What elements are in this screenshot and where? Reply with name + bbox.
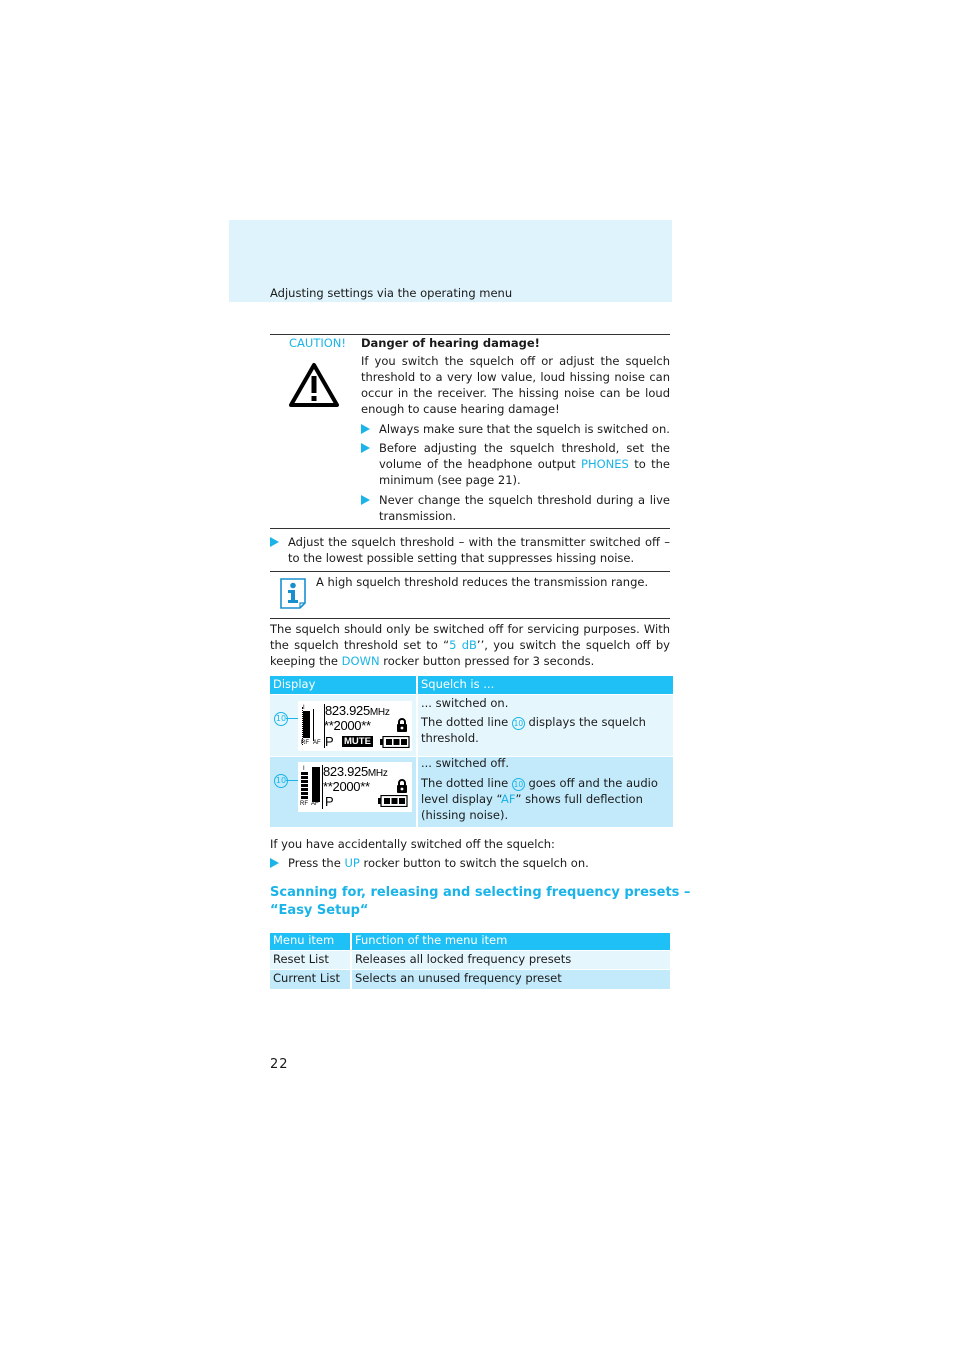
menu-item-cell: Reset List [273, 952, 329, 966]
meter-scale-mark: I [303, 766, 305, 772]
section-heading: Scanning for, releasing and selecting frequency presets – “Easy Setup“ [270, 885, 691, 918]
callout-marker: 10 [513, 719, 524, 728]
caution-body: If you switch the squelch off or adjust the squelch threshold to a very low value, loud hissing noise can occur in the receiver. The hissing noise can be loud enough to cause hearing damage! [361, 354, 670, 416]
accidental-step [270, 855, 670, 871]
arrow-bullet-icon [361, 495, 370, 505]
af-label: AF [311, 801, 319, 807]
arrow-bullet-icon [361, 424, 370, 434]
squelch-status-off: ... switched off. [421, 756, 509, 770]
bullet-text: Before adjusting the squelch threshold, set the volume of the headphone output PHONES to the minimum (see page 21). [379, 441, 670, 487]
page-number: 22 [270, 1057, 289, 1072]
col-header-function: Function of the menu item [352, 933, 670, 950]
lock-icon [396, 718, 408, 732]
arrow-bullet-icon [361, 443, 370, 453]
info-top-rule [270, 571, 670, 572]
rf-label: RF [301, 740, 309, 746]
rf-level-bar [301, 772, 308, 799]
lcd-preset: P [325, 794, 334, 809]
lcd-display-squelch-off [298, 762, 412, 812]
af-level-bar-full [312, 767, 320, 802]
warning-icon [288, 362, 340, 408]
lock-icon [396, 779, 408, 793]
callout-marker: 10 [274, 774, 288, 788]
arrow-bullet-icon [270, 537, 279, 547]
battery-icon [380, 736, 410, 748]
col-header-menu-item: Menu item [270, 933, 350, 950]
menu-function-cell: Selects an unused frequency preset [355, 971, 562, 985]
info-note-text: A high squelch threshold reduces the transmission range. [316, 575, 649, 589]
callout-marker: 10 [513, 780, 524, 789]
battery-icon [378, 795, 408, 807]
caution-bottom-rule [270, 528, 670, 529]
af-meter-frame [313, 709, 314, 741]
squelch-status-on: ... switched on. [421, 696, 509, 710]
squelch-desc-on: The dotted line 10 displays the squelch threshold. [421, 715, 646, 745]
col-header-squelch: Squelch is ... [418, 676, 673, 694]
af-label: AF [313, 740, 321, 746]
squelch-paragraph: The squelch should only be switched off for servicing purposes. With the squelch threshold set to “5 dB’’, you switch the squelch off by keeping the DOWN rocker button pressed for 3 seconds. [270, 622, 670, 668]
caution-bullet-1 [361, 421, 670, 437]
caution-bullet-2 [361, 440, 670, 488]
lcd-frequency: 823.925MHz [323, 764, 388, 779]
callout-marker: 10 [274, 712, 288, 726]
info-bottom-rule [270, 618, 670, 619]
lcd-name: **2000** [324, 718, 371, 733]
arrow-bullet-icon [270, 858, 279, 868]
rf-level-bar [303, 711, 310, 738]
instruction-text: Adjust the squelch threshold – with the transmitter switched off – to the lowest possible setting that suppresses hissing noise. [288, 535, 670, 565]
accidental-intro: If you have accidentally switched off the squelch: [270, 837, 555, 851]
bullet-text: Always make sure that the squelch is switched on. [379, 422, 670, 436]
bullet-text: Never change the squelch threshold during a live transmission. [379, 493, 670, 523]
section-title: Adjusting settings via the operating menu [270, 286, 513, 300]
col-header-display: Display [270, 676, 416, 694]
lcd-name: **2000** [323, 779, 370, 794]
lcd-preset: P [325, 734, 334, 749]
info-icon [279, 577, 307, 610]
menu-item-cell: Current List [273, 971, 340, 985]
caution-bullet-3 [361, 492, 670, 524]
instruction-step [270, 534, 670, 566]
caution-label: CAUTION! [289, 336, 346, 350]
meter-scale-mark: I [303, 705, 305, 711]
accidental-step-text: Press the UP rocker button to switch the squelch on. [288, 856, 589, 870]
menu-function-cell: Releases all locked frequency presets [355, 952, 572, 966]
lcd-display-squelch-on [298, 701, 412, 751]
squelch-desc-off: The dotted line 10 goes off and the audio level display “AF” shows full deflection (hissing noise). [421, 776, 658, 822]
lcd-mute-badge: MUTE [344, 736, 371, 747]
rf-label: RF [300, 801, 308, 807]
lcd-frequency: 823.925MHz [325, 703, 390, 718]
caution-heading: Danger of hearing damage! [361, 336, 540, 350]
